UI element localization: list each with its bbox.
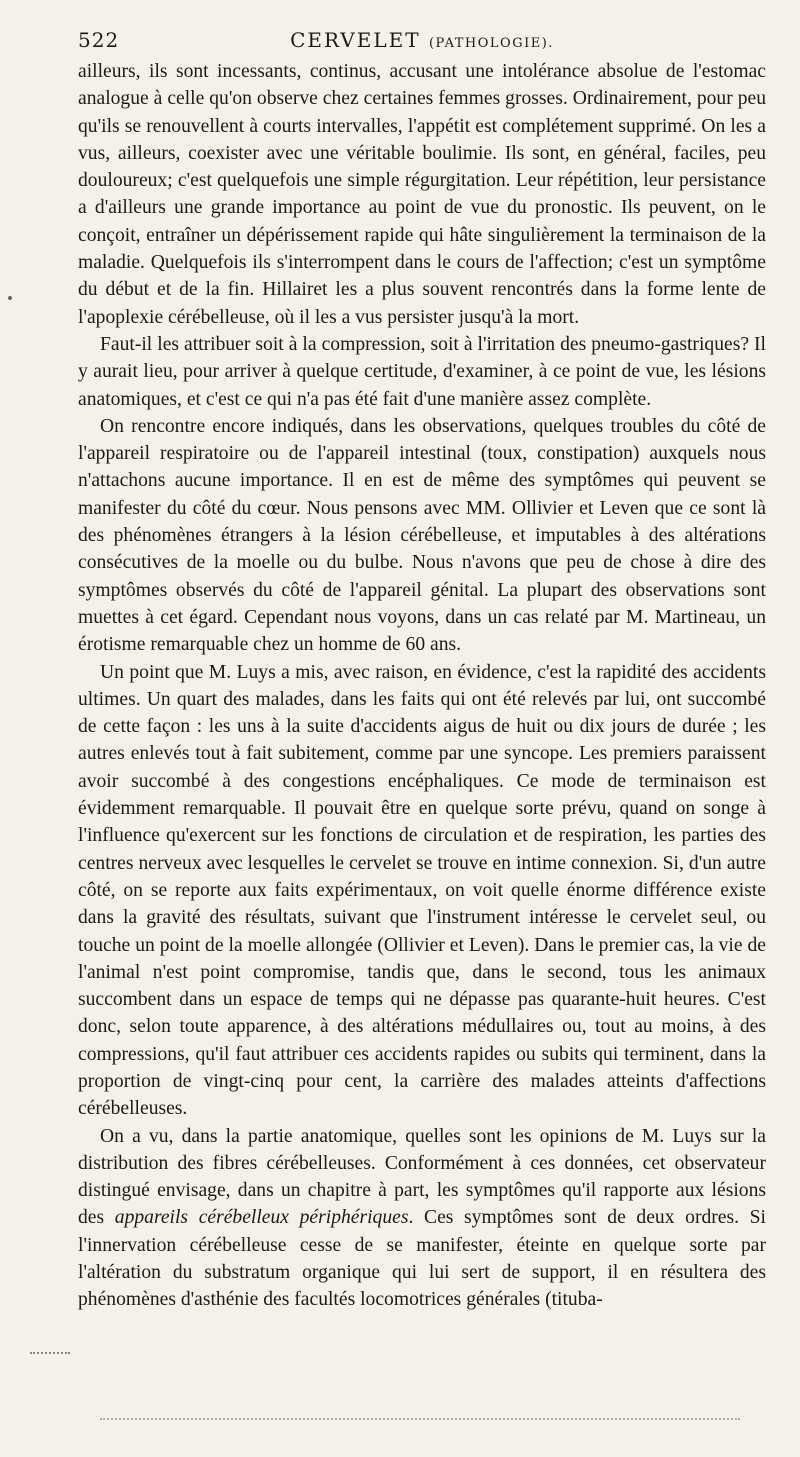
scan-noise-mark — [30, 1352, 70, 1356]
paragraph-3: On rencontre encore indiqués, dans les observations, quelques troubles du côté de l'appareil respiratoire ou de l'appareil intestinal (toux, constipation) auxquels nous n'attachons aucune importance. Il en est de même des symptômes qui peuvent se manifester du côté du cœur. Nous pensons avec MM. Ollivier et Leven que ce sont là des phénomènes étrangers à la lésion cérébelleuse, et imputables à des altérations consécutives de la moelle ou du bulbe. Nous n'avons que peu de chose à dire des symptômes observés du côté de l'appareil génital. La plupart des observations sont muettes à cet égard. Cependant nous voyons, dans un cas relaté par M. Martineau, un érotisme remarquable chez un homme de 60 ans. — [78, 415, 766, 656]
bleed-through-line — [100, 1418, 740, 1422]
page-number: 522 — [78, 28, 120, 52]
paragraph-1: ailleurs, ils sont incessants, continus, accusant une intolérance absolue de l'estomac analogue à celle qu'on observe chez certaines femmes grosses. Ordinairement, pour peu qu'ils se renouvellent à courts intervalles, l'appétit est complétement supprimé. On les a vus, ailleurs, coexister avec une véritable boulimie. Ils sont, en général, faciles, peu douloureux; c'est quelquefois une simple régurgitation. Leur répétition, leur persistance a d'ailleurs une grande importance au point de vue du pronostic. Ils peuvent, on le conçoit, entraîner un dépérissement rapide qui hâte singulièrement la terminaison de la maladie. Quelquefois ils s'interrompent dans le cours de l'affection; c'est un symptôme du début et de la fin. Hillairet les a plus souvent rencontrés dans la forme lente de l'apoplexie cérébelleuse, où il les a vus persister jusqu'à la mort. — [78, 61, 766, 328]
paragraph-4: Un point que M. Luys a mis, avec raison, en évidence, c'est la rapidité des accidents ultimes. Un quart des malades, dans les faits qui ont été relevés par lui, ont succombé de cette façon : les uns à la suite d'accidents aigus de huit ou dix jours de durée ; les autres enlevés tout à fait subitement, comme par une syncope. Les premiers paraissent avoir succombé à des congestions encéphaliques. Ce mode de terminaison est évidemment remarquable. Il pouvait être en quelque sorte prévu, quand on songe à l'influence qu'exercent sur les fonctions de circulation et de respiration, les parties des centres nerveux avec lesquelles le cervelet se trouve en intime connexion. Si, d'un autre côté, on se reporte aux faits expérimentaux, on voit quelle énorme différence existe dans la gravité des résultats, suivant que l'instrument intéresse le cervelet seul, ou touche un point de la moelle allongée (Ollivier et Leven). Dans le premier cas, la vie de l'animal n'est point compromise, tandis que, dans le second, tous les animaux succombent dans un espace de temps qui ne dépasse pas quarante-huit heures. C'est donc, selon toute apparence, à des altérations médullaires ou, tout au moins, à des compressions, qu'il faut attribuer ces accidents rapides ou subits qui terminent, dans la proportion de vingt-cinq pour cent, la carrière des malades atteints d'affections cérébelleuses. — [78, 661, 766, 1120]
paragraph-2: Faut-il les attribuer soit à la compression, soit à l'irritation des pneumo-gastriques? Il y aurait lieu, pour arriver à quelque certitude, d'examiner, à ce point de vue, les lésions anatomiques, et c'est ce qui n'a pas été fait d'une manière assez complète. — [78, 333, 766, 410]
running-title-main: CERVELET — [290, 28, 421, 52]
body-text — [78, 58, 766, 1314]
running-title-subtitle: (PATHOLOGIE). — [428, 36, 554, 51]
paragraph-5-text-start: On a vu, dans la partie anatomique, quelles sont les opinions de M. Luys sur la distribution des fibres cérébelleuses. Conformément à ces données, cet observateur distingué envisage, dans un chapitre à part, les symptômes qu'il rapporte aux lésions des — [78, 1125, 766, 1229]
paragraph-5-text-end: . Ces symptômes sont de deux ordres. Si l'innervation cérébelleuse cesse de se manifester, éteinte en quelque sorte par l'altération du substratum organique qui lui sert de support, il en résultera des phénomènes d'asthénie des facultés locomotrices générales (tituba- — [78, 1207, 766, 1311]
margin-speck — [8, 296, 12, 300]
running-title — [78, 28, 766, 52]
paragraph-5 — [78, 1123, 766, 1314]
running-header — [78, 26, 766, 60]
paragraph-5-italic-term: appareils cérébelleux périphériques — [114, 1207, 409, 1229]
